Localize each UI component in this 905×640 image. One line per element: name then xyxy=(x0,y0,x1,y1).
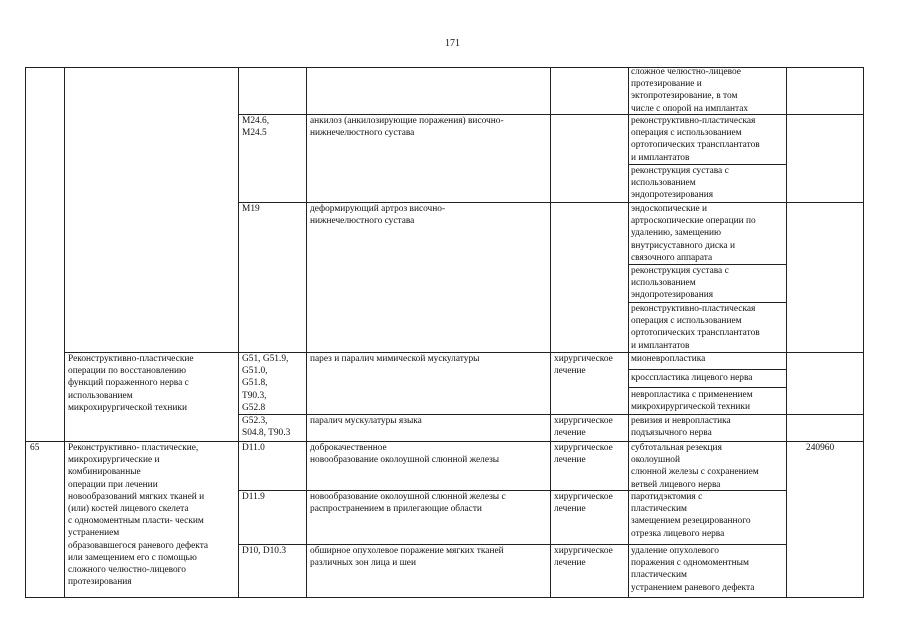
method-cell: сложное челюстно-лицевое протезирование и эктопротезирование, в том числе с опорой на имплантах xyxy=(631,67,749,114)
col-line-1 xyxy=(64,67,65,598)
treatment-type-cell: хирургическое лечение xyxy=(554,546,613,569)
diagnosis-cell: анкилоз (анкилозирующие поражения) височно- нижнечелюстного сустава xyxy=(310,116,504,139)
method-cell: реконструкция сустава с использованием эндопротезирования xyxy=(631,166,729,201)
col-line-3 xyxy=(306,67,307,598)
method-cell: ревизия и невропластика подъязычного нерва xyxy=(631,416,731,439)
treatment-type-cell: хирургическое лечение xyxy=(554,492,613,515)
method-cell: субтотальная резекция околоушной слюнной железы с сохранением ветвей лицевого нерва xyxy=(631,443,759,490)
table-border-bottom xyxy=(25,597,864,598)
treatment-type-cell: хирургическое лечение xyxy=(554,416,613,439)
diagnosis-cell: деформирующий артроз височно- нижнечелюстного сустава xyxy=(310,204,446,227)
table-border-right xyxy=(863,67,864,598)
table-border-left xyxy=(25,67,26,598)
code-cell: D11.9 xyxy=(242,492,265,502)
treatment-type-cell: хирургическое лечение xyxy=(554,443,613,466)
col-line-5 xyxy=(628,67,629,598)
page-number: 171 xyxy=(445,38,460,49)
code-cell: D11.0 xyxy=(242,443,265,453)
method-cell: удаление опухолевого поражения с одномоментным пластическим устранением раневого дефекта xyxy=(631,546,755,593)
diagnosis-cell: паралич мускулатуры языка xyxy=(310,416,422,426)
code-cell: G51, G51.9, G51.0, G51.8, T90.3, G52.8 xyxy=(242,354,289,413)
method-cell: реконструкция сустава с использованием эндопротезирования xyxy=(631,266,729,301)
method-cell: эндоскопические и артроскопические операции по удалению, замещению внутрисуставного диска и связочного аппарата xyxy=(631,204,756,263)
diagnosis-cell: новообразование околоушной слюнной железы с распространением в прилегающие области xyxy=(310,492,506,515)
method-cell: реконструктивно-пластическая операция с использованием ортотопических трансплантатов и имплантатов xyxy=(631,304,760,351)
row-line xyxy=(628,369,786,370)
code-cell: М24.6, М24.5 xyxy=(242,116,270,139)
col-line-2 xyxy=(238,67,239,598)
operation-name-cell: Реконструктивно- пластические, микрохирургические и комбинированные операции при лечении новообразований мягких тканей и (или) костей лицевого скелета с одномоментным пласти- ческим устранением образовавшегося раневого дефекта или замещением его с помощью сложного челюстно-лицевого протезирования xyxy=(68,443,209,588)
diagnosis-cell: обширное опухолевое поражение мягких тканей различных зон лица и шеи xyxy=(310,546,504,569)
method-cell: паротидэктомия с пластическим замещением резецированного отрезка лицевого нерва xyxy=(631,492,751,539)
row-line xyxy=(628,387,786,388)
method-cell: кросспластика лицевого нерва xyxy=(631,373,753,383)
treatment-type-cell: хирургическое лечение xyxy=(554,354,613,377)
method-cell: реконструктивно-пластическая операция с использованием ортотопических трансплантатов и имплантатов xyxy=(631,116,760,163)
method-cell: мионевропластика xyxy=(631,354,706,364)
code-cell: D10, D10.3 xyxy=(242,546,287,556)
method-cell: невропластика с применением микрохирургической техники xyxy=(631,390,753,413)
diagnosis-cell: парез и паралич мимической мускулатуры xyxy=(310,354,480,364)
cost-cell: 240960 xyxy=(806,443,835,453)
operation-name-cell: Реконструктивно-пластические операции по восстановлению функций пораженного нерва с использованием микрохирургической техники xyxy=(68,354,194,413)
code-cell: G52.3, S04.8, T90.3 xyxy=(242,416,291,439)
row-number-cell: 65 xyxy=(30,443,40,453)
diagnosis-cell: доброкачественное новообразование околоушной слюнной железы xyxy=(310,443,500,466)
col-line-6 xyxy=(786,67,787,598)
col-line-4 xyxy=(550,67,551,598)
code-cell: М19 xyxy=(242,204,260,214)
